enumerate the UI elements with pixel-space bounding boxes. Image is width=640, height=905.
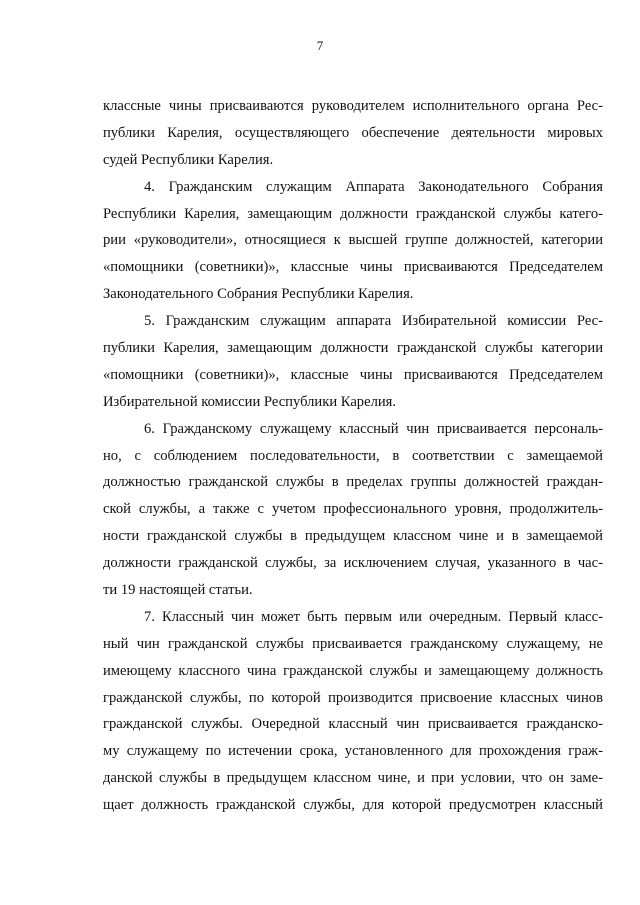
text-line: му служащему по истечении срока, установленного для прохождения граж- (103, 743, 603, 760)
text-line: рии «руководители», относящиеся к высшей группе должностей, категории (103, 232, 603, 249)
text-line: должностью гражданской службы в пределах группы должностей граждан- (103, 474, 603, 491)
text-line: Избирательной комиссии Республики Карелия. (103, 393, 397, 410)
text-line: имеющему классного чина гражданской службы и замещающему должность (103, 662, 603, 679)
paragraph (103, 416, 603, 604)
paragraph (103, 174, 603, 308)
paragraph (103, 93, 603, 174)
text-line: 7. Классный чин может быть первым или очередным. Первый класс- (144, 608, 603, 625)
text-line: щает должность гражданской службы, для которой предусмотрен классный (103, 797, 603, 814)
text-line: публики Карелия, замещающим должности гражданской службы категории (103, 340, 603, 357)
text-line: ности гражданской службы в предыдущем классном чине и в замещаемой (103, 528, 603, 545)
text-line: должности гражданской службы, за исключением случая, указанного в час- (103, 555, 603, 572)
text-line: но, с соблюдением последовательности, в соответствии с замещаемой (103, 447, 603, 464)
paragraph (103, 308, 603, 416)
text-line: классные чины присваиваются руководителем исполнительного органа Рес- (103, 98, 603, 114)
text-line: 5. Гражданским служащим аппарата Избирательной комиссии Рес- (144, 313, 603, 330)
document-body (103, 93, 603, 819)
text-line: ти 19 настоящей статьи. (103, 582, 253, 599)
paragraph (103, 604, 603, 819)
text-line: данской службы в предыдущем классном чине, и при условии, что он заме- (103, 770, 603, 787)
text-line: 4. Гражданским служащим Аппарата Законодательного Собрания (144, 178, 603, 195)
text-line: ской службы, а также с учетом профессионального уровня, продолжитель- (103, 501, 603, 518)
text-line: «помощники (советники)», классные чины присваиваются Председателем (103, 259, 603, 276)
text-line: «помощники (советники)», классные чины присваиваются Председателем (103, 366, 603, 383)
text-line: публики Карелия, осуществляющего обеспечение деятельности мировых (103, 124, 603, 141)
text-line: гражданской службы, по которой производится присвоение классных чинов (103, 689, 603, 706)
text-line: ный чин гражданской службы присваивается гражданскому служащему, не (103, 635, 603, 652)
text-line: 6. Гражданскому служащему классный чин присваивается персональ- (144, 420, 603, 437)
text-line: Республики Карелия, замещающим должности гражданской службы катего- (103, 205, 603, 222)
text-line: гражданской службы. Очередной классный чин присваивается гражданско- (103, 716, 603, 733)
text-line: судей Республики Карелия. (103, 151, 274, 168)
text-line: Законодательного Собрания Республики Карелия. (103, 286, 414, 303)
page-number: 7 (316, 38, 324, 53)
